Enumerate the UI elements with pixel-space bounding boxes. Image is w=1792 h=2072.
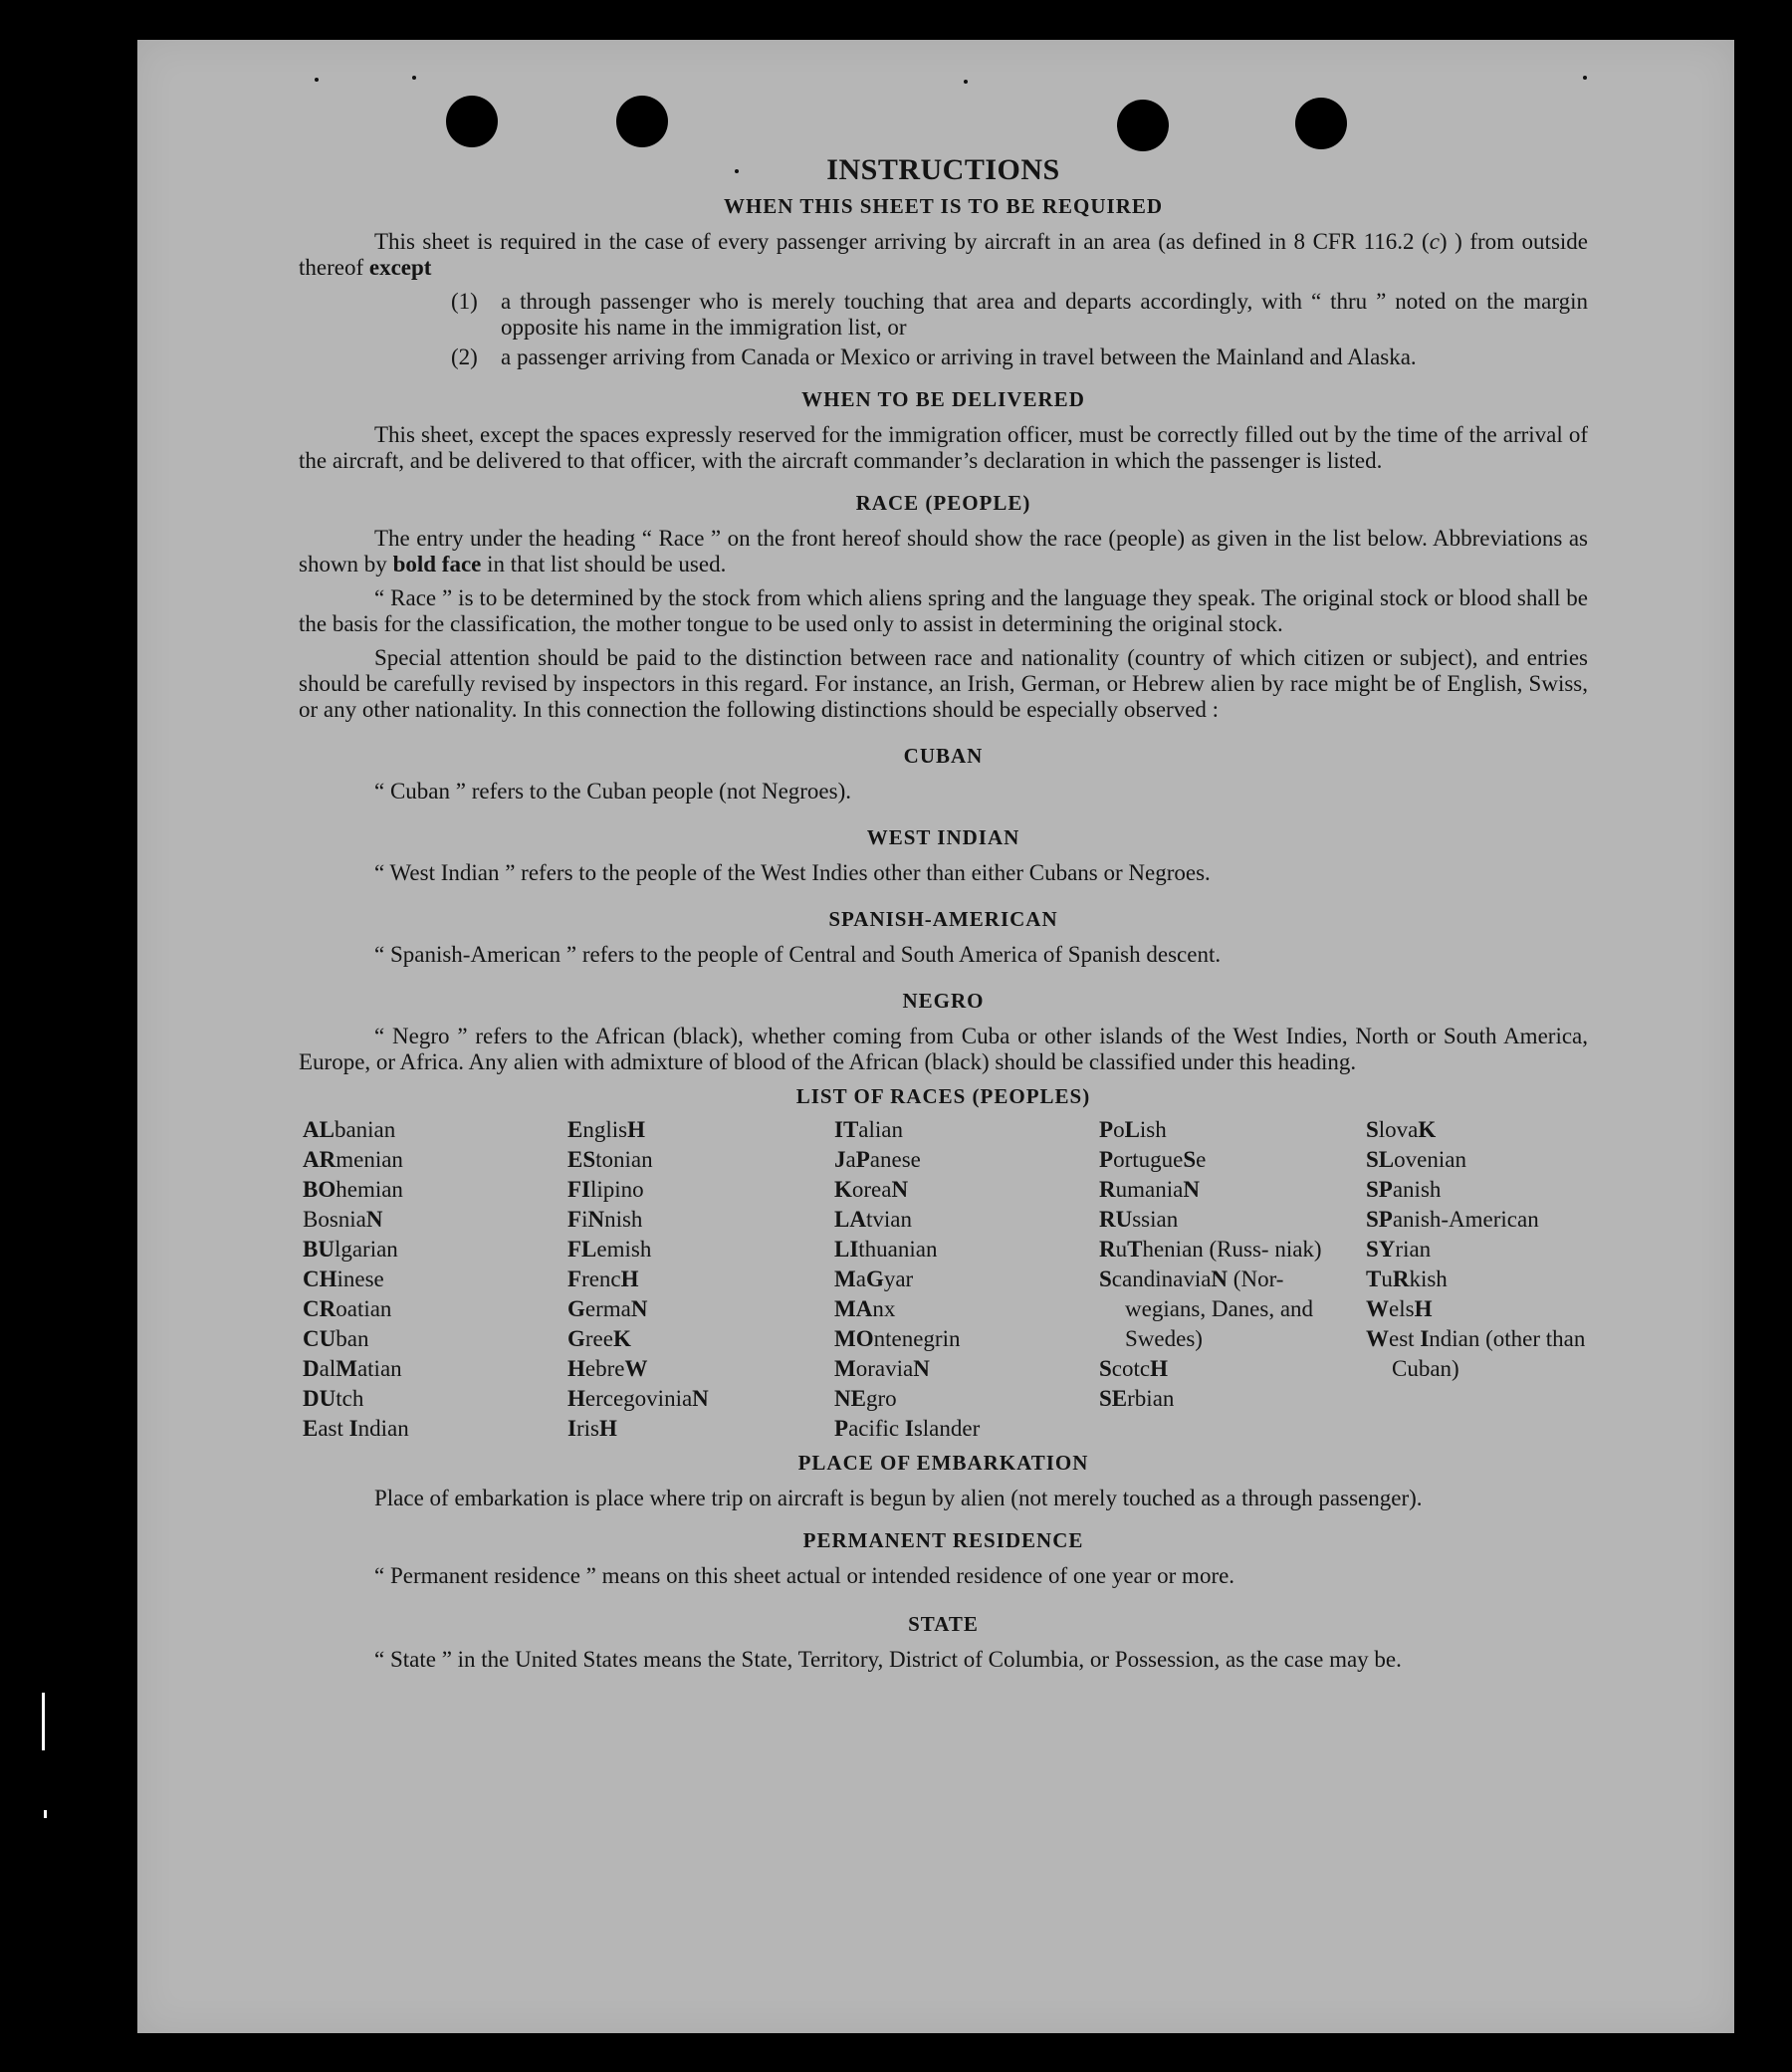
- race-item: ARmenian: [303, 1147, 403, 1172]
- race-item: CHinese: [303, 1266, 384, 1291]
- race-item: WelsH: [1366, 1296, 1433, 1321]
- paragraph: Place of embarkation is place where trip on aircraft is begun by alien (not merely touched as a through passenger).: [374, 1486, 1423, 1510]
- section-heading: STATE: [908, 1612, 979, 1636]
- race-item: West Indian (other than Cuban): [1366, 1326, 1586, 1381]
- paragraph: This sheet is required in the case of every passenger arriving by aircraft in an area (as defined in 8 CFR 116.2 (c) ) from outside thereof except: [299, 229, 1588, 280]
- race-item: RumaniaN: [1099, 1177, 1200, 1202]
- race-item: BosniaN: [303, 1207, 383, 1232]
- paragraph: “ Spanish-American ” refers to the people of Central and South America of Spanish descent.: [374, 942, 1222, 967]
- paragraph: “ Negro ” refers to the African (black), whether coming from Cuba or other islands of the West Indies, North or South America, Europe, or Africa. Any alien with admixture of blood of the African (black) should be classified under this heading.: [299, 1024, 1588, 1074]
- race-item: PortugueSe: [1099, 1147, 1207, 1172]
- race-item: IrisH: [567, 1416, 617, 1441]
- page-title: INSTRUCTIONS: [826, 153, 1060, 186]
- section-heading: LIST OF RACES (PEOPLES): [795, 1084, 1091, 1108]
- race-column: [1099, 1115, 1366, 1444]
- paragraph: “ West Indian ” refers to the people of the West Indies other than either Cubans or Negroes.: [374, 860, 1211, 885]
- race-item: ScotcH: [1099, 1356, 1168, 1381]
- margin-mark: [42, 1693, 45, 1750]
- race-item: FrencH: [567, 1266, 639, 1291]
- race-item: SLovenian: [1366, 1147, 1466, 1172]
- race-item: ITalian: [834, 1117, 903, 1142]
- race-item: SPanish: [1366, 1177, 1442, 1202]
- paragraph: This sheet, except the spaces expressly reserved for the immigration officer, must be correctly filled out by the time of the arrival of the aircraft, and be delivered to that officer, with the aircraft commander’s declaration in which the passenger is listed.: [299, 422, 1588, 473]
- race-item: Pacific Islander: [834, 1416, 981, 1441]
- speck: [315, 78, 319, 82]
- section-heading: WHEN THIS SHEET IS TO BE REQUIRED: [723, 194, 1164, 218]
- race-item: MAnx: [834, 1296, 896, 1321]
- punch-hole: [1295, 98, 1347, 149]
- speck: [964, 80, 968, 84]
- speck: [1583, 76, 1587, 80]
- race-item: SPanish-American: [1366, 1207, 1539, 1232]
- race-item: DUtch: [303, 1386, 364, 1411]
- section-heading: PERMANENT RESIDENCE: [802, 1528, 1084, 1552]
- race-item: East Indian: [303, 1416, 409, 1441]
- paragraph: “ Cuban ” refers to the Cuban people (not Negroes).: [374, 779, 852, 804]
- speck: [412, 76, 416, 80]
- race-item: HercegoviniaN: [567, 1386, 709, 1411]
- race-item: SlovaK: [1366, 1117, 1437, 1142]
- race-item: ScandinaviaN (Nor- wegians, Danes, and Swedes): [1099, 1266, 1314, 1351]
- paragraph: Special attention should be paid to the distinction between race and nationality (country of which citizen or subject), and entries should be carefully revised by inspectors in this regard. For instance, an Irish, German, or Hebrew alien by race might be of English, Swiss, or any other nationality. In this connection the following distinctions should be especially observed :: [299, 645, 1588, 722]
- race-item: SYrian: [1366, 1237, 1432, 1262]
- race-item: HebreW: [567, 1356, 648, 1381]
- race-item: TuRkish: [1366, 1266, 1448, 1291]
- margin-mark: [44, 1810, 47, 1818]
- race-column: [303, 1115, 567, 1444]
- race-list: [303, 1115, 1588, 1444]
- race-item: LIthuanian: [834, 1237, 938, 1262]
- section-heading: PLACE OF EMBARKATION: [797, 1451, 1089, 1475]
- race-item: GermaN: [567, 1296, 648, 1321]
- race-item: EStonian: [567, 1147, 653, 1172]
- section-heading: NEGRO: [902, 989, 985, 1013]
- race-item: NEgro: [834, 1386, 897, 1411]
- race-item: DalMatian: [303, 1356, 402, 1381]
- paragraph: “ State ” in the United States means the State, Territory, District of Columbia, or Possession, as the case may be.: [374, 1647, 1402, 1672]
- punch-hole: [446, 96, 498, 147]
- list-item: (1) a through passenger who is merely touching that area and departs accordingly, with “ thru ” noted on the margin opposite his name in the immigration list, or: [451, 289, 1588, 340]
- race-item: FIlipino: [567, 1177, 644, 1202]
- paragraph: “ Race ” is to be determined by the stock from which aliens spring and the language they speak. The original stock or blood shall be the basis for the classification, the mother tongue to be used only to assist in determining the original stock.: [299, 585, 1588, 636]
- race-item: EnglisH: [567, 1117, 645, 1142]
- race-item: JaPanese: [834, 1147, 921, 1172]
- race-item: FLemish: [567, 1237, 652, 1262]
- punch-hole: [1117, 100, 1169, 151]
- race-item: ALbanian: [303, 1117, 396, 1142]
- document-content: [299, 151, 1588, 1681]
- punch-hole: [616, 96, 668, 147]
- race-item: MaGyar: [834, 1266, 914, 1291]
- race-item: LAtvian: [834, 1207, 912, 1232]
- race-item: PoLish: [1099, 1117, 1167, 1142]
- section-heading: SPANISH-AMERICAN: [828, 907, 1058, 931]
- race-column: [567, 1115, 834, 1444]
- race-item: BUlgarian: [303, 1237, 398, 1262]
- race-item: GreeK: [567, 1326, 631, 1351]
- section-heading: WHEN TO BE DELIVERED: [801, 387, 1085, 411]
- race-item: FiNnish: [567, 1207, 643, 1232]
- race-item: SErbian: [1099, 1386, 1175, 1411]
- race-item: MoraviaN: [834, 1356, 930, 1381]
- race-item: BOhemian: [303, 1177, 403, 1202]
- race-item: KoreaN: [834, 1177, 909, 1202]
- paragraph: “ Permanent residence ” means on this sheet actual or intended residence of one year or more.: [374, 1563, 1235, 1588]
- section-heading: CUBAN: [903, 744, 984, 768]
- race-item: CRoatian: [303, 1296, 392, 1321]
- race-item: RuThenian (Russ- niak): [1099, 1237, 1322, 1262]
- race-item: CUban: [303, 1326, 369, 1351]
- section-heading: WEST INDIAN: [866, 825, 1020, 849]
- section-heading: RACE (PEOPLE): [855, 491, 1031, 515]
- paragraph: The entry under the heading “ Race ” on the front hereof should show the race (people) as given in the list below. Abbreviations as shown by bold face in that list should be used.: [299, 526, 1588, 576]
- race-column: [834, 1115, 1099, 1444]
- race-item: RUssian: [1099, 1207, 1179, 1232]
- race-item: MOntenegrin: [834, 1326, 961, 1351]
- race-column: [1366, 1115, 1592, 1444]
- list-item: (2) a passenger arriving from Canada or Mexico or arriving in travel between the Mainland and Alaska.: [451, 345, 1417, 369]
